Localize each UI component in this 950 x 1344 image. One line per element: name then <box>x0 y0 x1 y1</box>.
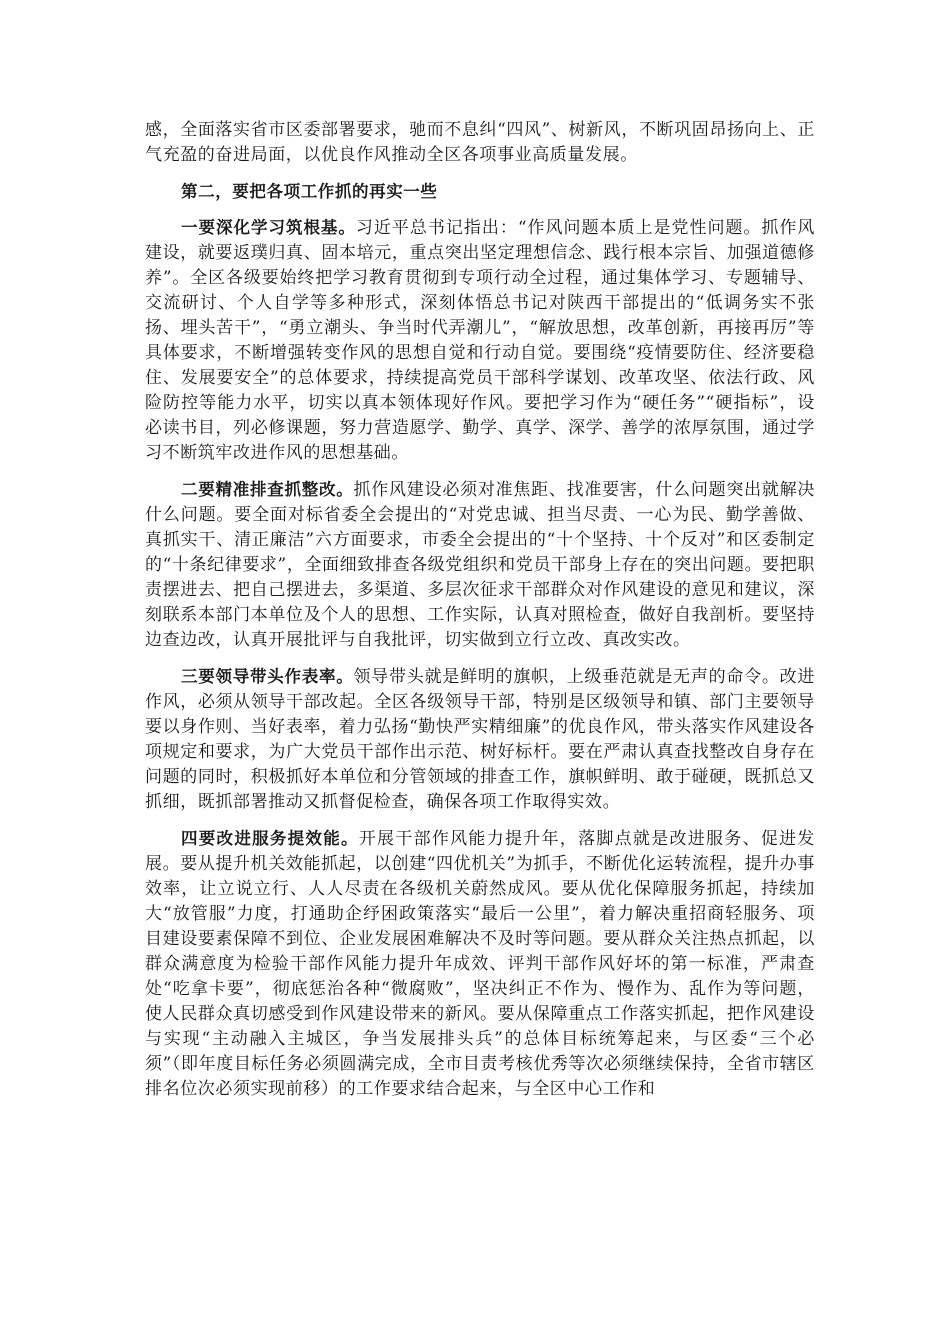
section-heading: 第二，要把各项工作抓的再实一些 <box>181 182 438 201</box>
paragraph-leadership <box>145 664 815 815</box>
paragraph-body: 开展干部作风能力提升年，落脚点就是改进服务、促进发展。要从提升机关效能抓起，以创建“四优机关”为抓手，不断优化运转流程，提升办事效率，让立说立行、人人尽责在各级机关蔚然成风。要从优化保障服务抓起，持续加大“放管服”力度，打通助企纾困政策落实“最后一公里”，着力解决重招商轻服务、项目建设要素保障不到位、企业发展困难解决不及时等问题。要从群众关注热点抓起，以群众满意度为检验干部作风能力提升年成效、评判干部作风好坏的第一标准，严肃查处“吃拿卡要”，彻底惩治各种“微腐败”，坚决纠正不作为、慢作为、乱作为等问题，使人民群众真切感受到作风建设带来的新风。要从保障重点工作落实抓起，把作风建设与实现“主动融入主城区，争当发展排头兵”的总体目标统筹起来，与区委“三个必须”（即年度目标任务必须圆满完成，全市目责考核优秀等次必须继续保持，全省市辖区排名位次必须实现前移）的工作要求结合起来，与全区中心工作和 <box>145 829 815 1099</box>
paragraph-body: 习近平总书记指出：“作风问题本质上是党性问题。抓作风建设，就要返璞归真、固本培元，重点突出坚定理想信念、践行根本宗旨、加强道德修养”。全区各级要始终把学习教育贯彻到专项行动全过程，通过集体学习、专题辅导、交流研讨、个人自学等多种形式，深刻体悟总书记对陕西干部提出的“低调务实不张扬、埋头苦干”，“勇立潮头、争当时代弄潮儿”，“解放思想，改革创新，再接再厉”等具体要求，不断增强转变作风的思想自觉和行动自觉。要围绕“疫情要防住、经济要稳住、发展要安全”的总体要求，持续提高党员干部科学谋划、改革攻坚、依法行政、风险防控等能力水平，切实以真本领体现好作风。要把学习作为“硬任务”“硬指标”，设必读书目，列必修课题，努力营造愿学、勤学、真学、深学、善学的浓厚氛围，通过学习不断筑牢改进作风的思想基础。 <box>145 218 815 463</box>
paragraph-lead: 二要精准排查抓整改。 <box>181 480 354 499</box>
paragraph-lead: 三要领导带头作表率。 <box>181 667 354 686</box>
paragraph-rectify <box>145 477 815 653</box>
paragraph-lead: 一要深化学习筑根基。 <box>181 218 356 237</box>
intro-paragraph: 感，全面落实省市区委部署要求，驰而不息纠“四风”、树新风，不断巩固昂扬向上、正气充盈的奋进局面，以优良作风推动全区各项事业高质量发展。 <box>145 120 815 165</box>
paragraph-lead: 四要改进服务提效能。 <box>181 829 359 848</box>
document-page <box>145 118 815 1113</box>
paragraph-study <box>145 215 815 466</box>
paragraph-service <box>145 826 815 1102</box>
paragraph-body: 抓作风建设必须对准焦距、找准要害，什么问题突出就解决什么问题。要全面对标省委全会提出的“对党忠诚、担当尽责、一心为民、勤学善做、真抓实干、清正廉洁”六方面要求，市委全会提出的“十个坚持、十个反对”和区委制定的“十条纪律要求”，全面细致排查各级党组织和党员干部身上存在的突出问题。要把职责摆进去、把自己摆进去，多渠道、多层次征求干部群众对作风建设的意见和建议，深刻联系本部门本单位及个人的思想、工作实际，认真对照检查，做好自我剖析。要坚持边查边改，认真开展批评与自我批评，切实做到立行立改、真改实改。 <box>145 480 815 650</box>
paragraph-body: 领导带头就是鲜明的旗帜，上级垂范就是无声的命令。改进作风，必须从领导干部改起。全区各级领导干部，特别是区级领导和镇、部门主要领导要以身作则、当好表率，着力弘扬“勤快严实精细廉”的优良作风，带头落实作风建设各项规定和要求，为广大党员干部作出示范、树好标杆。要在严肃认真查找整改自身存在问题的同时，积极抓好本单位和分管领域的排查工作，旗帜鲜明、敢于碰硬，既抓总又抓细，既抓部署推动又抓督促检查，确保各项工作取得实效。 <box>145 667 815 812</box>
